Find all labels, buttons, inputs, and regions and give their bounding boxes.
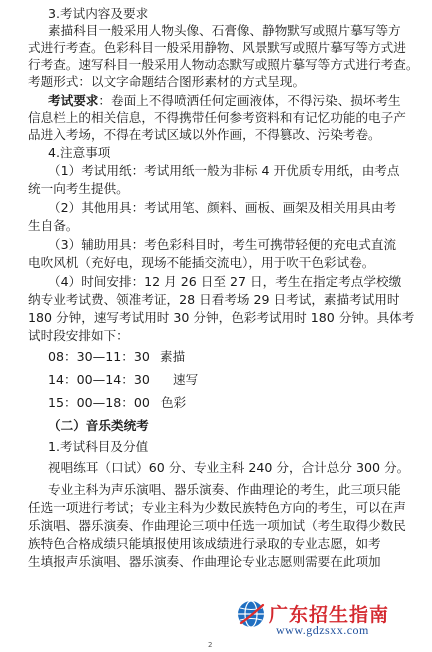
music-subjects-heading: 1.考试科目及分值	[48, 439, 149, 454]
watermark-url: www.gdzsxx.com	[276, 623, 369, 637]
music-scores-line: 视唱练耳（口试）60 分、专业主科 240 分，合计总分 300 分。	[48, 460, 410, 475]
exam-content-line-2: 式进行考查。色彩科目一般采用静物、风景默写或照片摹写等方式进	[28, 40, 406, 55]
note4-line-1: （4）时间安排：12 月 26 日至 27 日，考生在指定考点学校缴	[48, 274, 402, 289]
exam-content-line-3: 行考查。速写科目一般采用人物动态默写或照片摹写等方式进行考查。	[28, 57, 419, 72]
note2-line-2: 生自备。	[28, 218, 79, 233]
watermark-title: 广东招生指南	[269, 604, 390, 626]
exam-requirement-line-1	[48, 93, 401, 109]
exam-requirement-label: 考试要求	[48, 93, 99, 108]
music-main-line-2: 任选一项进行考试；专业主科为少数民族特色方向的考生，可以在声	[28, 500, 406, 515]
exam-requirement-line-2: 信息栏上的相关信息，不得携带任何参考资料和有记忆功能的电子产	[28, 110, 406, 125]
schedule-time: 15：00—18：00	[48, 395, 150, 410]
note3-line-2: 电吹风机（充好电，现场不能插交流电），用于吹干色彩试卷。	[28, 255, 375, 270]
exam-content-line-1: 素描科目一般采用人物头像、石膏像、静物默写或照片摹写等方	[48, 23, 401, 38]
exam-requirement-line-3: 品进入考场，不得在考试区域以外作画，不得篡改、污染考卷。	[28, 127, 381, 142]
schedule-subject: 素描	[160, 349, 186, 364]
exam-content-heading: 3.考试内容及要求	[48, 6, 149, 21]
schedule-subject: 速写	[173, 372, 199, 387]
schedule-subject: 色彩	[161, 395, 187, 410]
note4-line-3: 180 分钟，速写考试用时 30 分钟，色彩考试用时 180 分钟。具体考	[28, 310, 415, 325]
globe-logo-icon	[236, 599, 266, 629]
note1-line-2: 统一向考生提供。	[28, 181, 129, 196]
schedule-time: 14：00—14：30	[48, 372, 150, 387]
note4-line-4: 试时段安排如下：	[28, 328, 129, 343]
note4-line-2: 纳专业考试费、领准考证，28 日看考场 29 日考试，素描考试用时	[28, 292, 400, 307]
exam-requirement-text: ：卷面上不得喷洒任何定画液体，不得污染、损坏考生	[98, 93, 401, 108]
page-number: 2	[208, 641, 213, 649]
schedule-time: 08：30—11：30	[48, 349, 150, 364]
note2-line-1: （2）其他用具：考试用笔、颜料、画板、画架及相关用具由考	[48, 200, 397, 215]
note3-line-1: （3）辅助用具：考色彩科目时，考生可携带轻便的充电式直流	[48, 237, 397, 252]
music-main-line-3: 乐演唱、器乐演奏、作曲理论三项中任选一项加试（考生取得少数民	[28, 518, 406, 533]
exam-content-line-4: 考题形式：以文字命题结合图形素材的方式呈现。	[28, 74, 306, 89]
notes-heading: 4.注意事项	[48, 145, 111, 160]
music-main-line-1: 专业主科为声乐演唱、器乐演奏、作曲理论的考生，此三项只能	[48, 482, 401, 497]
music-main-line-5: 生填报声乐演唱、器乐演奏、作曲理论专业志愿则需要在此项加	[28, 554, 381, 569]
note1-line-1: （1）考试用纸：考试用纸一般为非标 4 开优质专用纸，由考点	[48, 163, 400, 178]
music-main-line-4: 族特色合格成绩只能填报使用该成绩进行录取的专业志愿，如考	[28, 536, 381, 551]
music-section-heading: （二）音乐类统考	[48, 418, 149, 433]
site-watermark	[236, 598, 426, 638]
